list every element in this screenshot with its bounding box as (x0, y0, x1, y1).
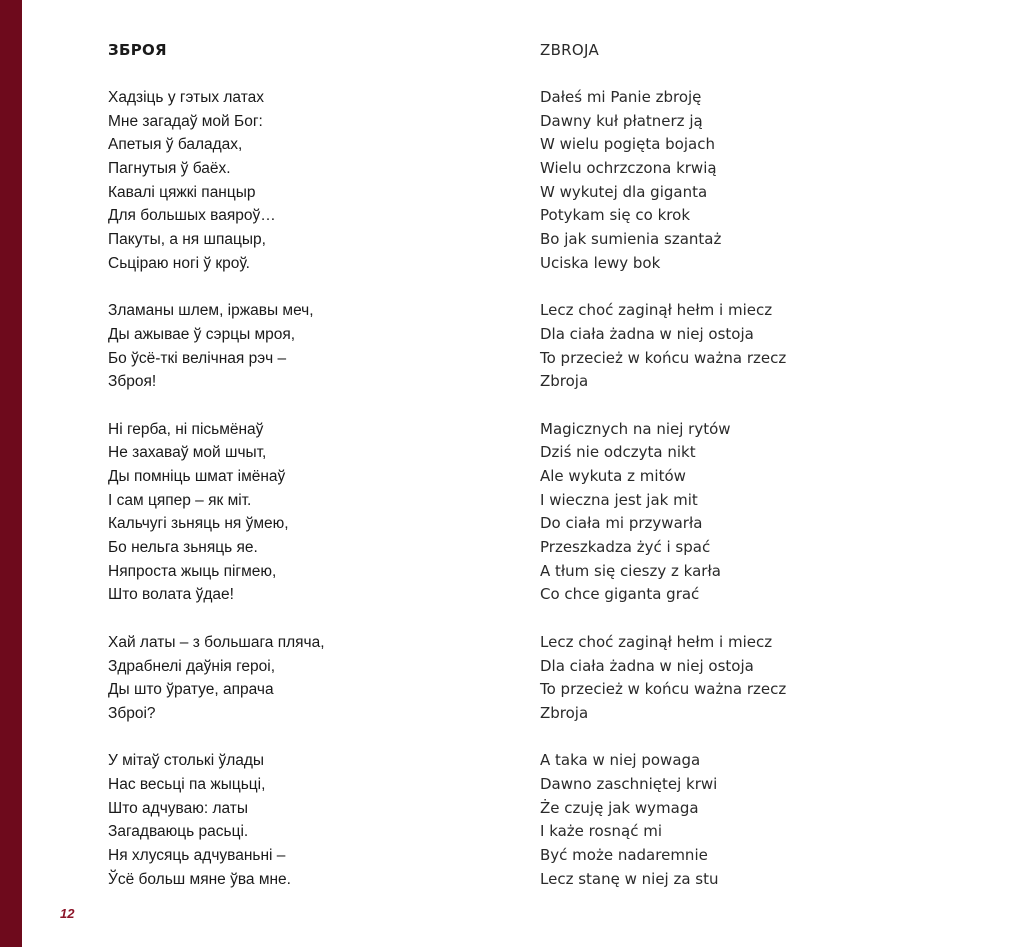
poem-line: Ды ажывае ў сэрцы мроя, (108, 325, 296, 343)
poem-line: Не захаваў мой шчыт, (108, 444, 267, 462)
poem-line: І сам цяпер – як міт. (108, 491, 252, 509)
stanza (540, 631, 960, 726)
poem-line: У мітаў столькі ўлады (108, 752, 265, 770)
poem-line: A taka w niej powaga (540, 751, 701, 770)
stanza (108, 749, 488, 891)
poem-line: Potykam się co krok (540, 206, 690, 225)
poem-line: Нас весьці па жыцьці, (108, 775, 266, 793)
poem-line: Dawno zaschniętej krwi (540, 774, 718, 793)
poem-line: Пагнутыя ў баёх. (108, 160, 231, 178)
poem-line: Być może nadaremnie (540, 846, 708, 864)
poem-line: Што адчуваю: латы (108, 799, 249, 817)
poem-line: Dawny kuł płatnerz ją (540, 111, 703, 130)
poem-line: Мне загадаў мой Бог: (108, 112, 263, 130)
poem-line: Зброі? (108, 704, 156, 722)
poem-line: Ale wykuta z mitów (540, 467, 686, 485)
stanzas-polish (540, 86, 960, 891)
poem-line: To przecież w końcu ważna rzecz (540, 680, 787, 699)
poem-line: A tłum się cieszy z karła (540, 561, 721, 580)
stanza (540, 749, 960, 891)
poem-title-polish: ZBROJA (540, 41, 600, 59)
poem-line: Że czuję jak wymaga (540, 798, 699, 817)
poem-line: Пакуты, а ня шпацыр, (108, 231, 266, 249)
poem-line: Бо нельга зьняць яе. (108, 539, 258, 557)
poem-line: Dla ciała żadna w niej ostoja (540, 324, 754, 343)
poem-line: Для большых ваяроў… (108, 207, 276, 225)
poem-line: Ўсё больш мяне ўва мне. (108, 870, 291, 888)
belarusian-poem (108, 38, 488, 915)
poem-line: Загадваюць расьці. (108, 823, 249, 841)
poem-line: Magicznych na niej rytów (540, 419, 731, 438)
stanza (108, 418, 488, 608)
poem-line: Co chce giganta grać (540, 585, 700, 604)
poem-line: Dałeś mi Panie zbroję (540, 88, 702, 106)
poem-line: Зброя! (108, 373, 157, 391)
stanza (540, 86, 960, 276)
poem-line: I wieczna jest jak mit (540, 490, 698, 509)
poem-line: Няпроста жыць пігмею, (108, 562, 277, 580)
poem-line: Do ciała mi przywarła (540, 514, 703, 533)
poem-line: Lecz choć zaginął hełm i miecz (540, 632, 773, 651)
poem-line: Lecz stanę w niej za stu (540, 869, 719, 888)
poem-line: Хадзіць у гэтых латах (108, 89, 265, 106)
poem-line: To przecież w końcu ważna rzecz (540, 348, 787, 367)
poem-line: Хай латы – з большага пляча, (108, 633, 325, 651)
poem-line: Uciska lewy bok (540, 253, 661, 272)
poem-line: Zbroja (540, 372, 589, 391)
stanza (108, 631, 488, 726)
polish-poem (540, 38, 960, 915)
poem-line: Przeszkadza żyć i spać (540, 538, 711, 557)
poem-line: Wielu ochrzczona krwią (540, 159, 717, 178)
book-spine-band (0, 0, 22, 947)
poem-line: Bo jak sumienia szantaż (540, 230, 722, 249)
poem-line: Здрабнелі даўнія героі, (108, 657, 276, 675)
poem-line: Zbroja (540, 703, 589, 722)
poem-line: Ды што ўратуе, апрача (108, 681, 274, 699)
poem-line: Кавалі цяжкі панцыр (108, 183, 256, 201)
poem-line: W wielu pogięta bojach (540, 135, 715, 154)
poem-line: Lecz choć zaginął hełm i miecz (540, 301, 773, 320)
poem-line: Ня хлусяць адчуваньні – (108, 847, 286, 864)
poem-line: Апетыя ў баладах, (108, 136, 243, 154)
stanzas-belarusian (108, 86, 488, 891)
poem-line: W wykutej dla giganta (540, 182, 708, 201)
poem-line: Ні герба, ні пісьмёнаў (108, 420, 264, 438)
poem-title-belarusian: ЗБРОЯ (108, 41, 167, 59)
poem-line: Dla ciała żadna w niej ostoja (540, 656, 754, 675)
poem-line: Што волата ўдае! (108, 586, 234, 604)
poem-line: Зламаны шлем, іржавы меч, (108, 302, 314, 320)
poem-line: Бо ўсё-ткі велічная рэч – (108, 349, 287, 367)
poem-line: I każe rosnąć mi (540, 822, 662, 841)
stanza (540, 418, 960, 608)
poem-line: Ды помніць шмат імёнаў (108, 468, 286, 485)
stanza (108, 299, 488, 394)
stanza (540, 299, 960, 394)
poem-line: Сьціраю ногі ў кроў. (108, 254, 250, 272)
poem-line: Кальчугі зьняць ня ўмею, (108, 515, 289, 533)
poem-line: Dziś nie odczyta nikt (540, 443, 696, 462)
page-number: 12 (60, 906, 75, 921)
stanza (108, 86, 488, 276)
